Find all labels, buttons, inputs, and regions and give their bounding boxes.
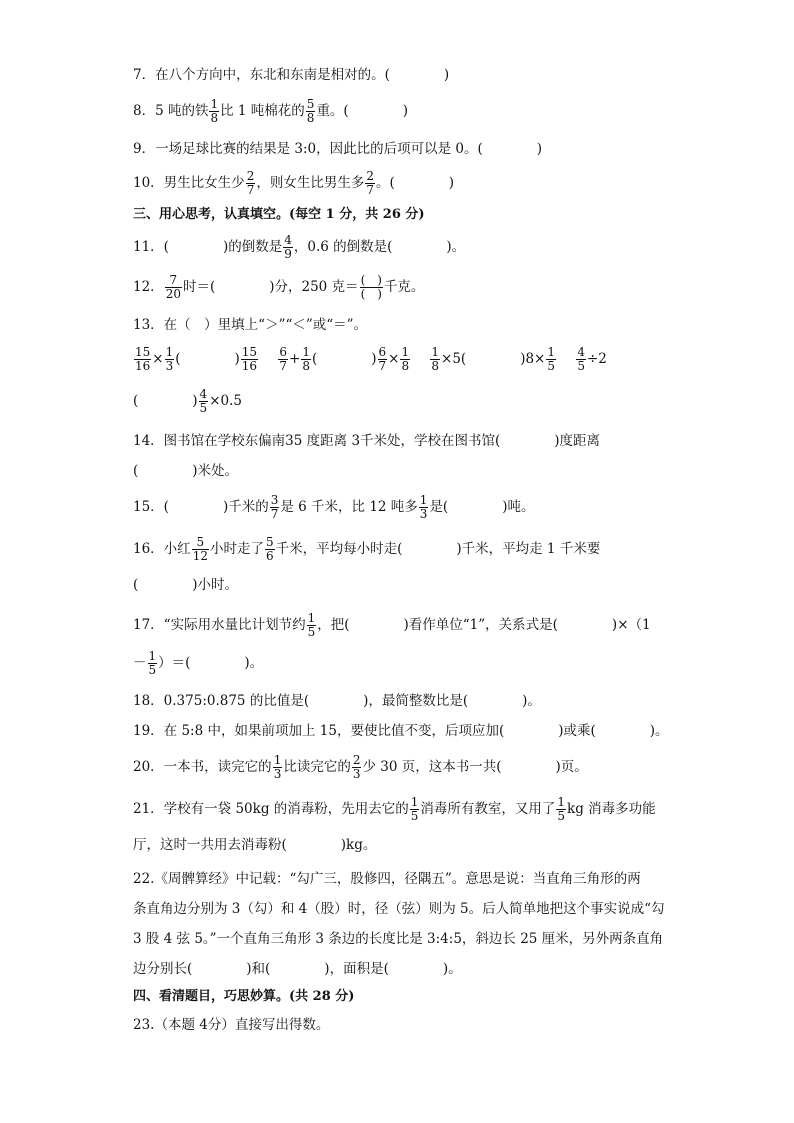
- question-20: 20．一本书，读完它的 $\frac{1}{3}$ 比读完它的 $\frac{2}{3}$ 少 30 页，这本书一共( )页。: [133, 753, 588, 781]
- question-16: 16．小红 $\frac{5}{12}$ 小时走了 $\frac{5}{6}$ 千米，平均每小时走( )千米，平均走 1 千米要: [133, 535, 601, 563]
- question-14-cont: ( )米处。: [133, 463, 239, 479]
- question-12: 12． $\frac{7}{20}$ 时＝( )分，250 克＝ $\frac{( )}{( )}$ 千克。: [133, 273, 425, 301]
- question-22-line-4: 边分别长( )和( )，面积是( )。: [133, 961, 462, 977]
- question-15: 15．( )千米的 $\frac{3}{7}$ 是 6 千米，比 12 吨多 $\frac{1}{3}$ 是( )吨。: [133, 493, 535, 521]
- question-23: 23.（本题 4分）直接写出得数。: [133, 1017, 330, 1033]
- section-3-heading: 三、用心思考，认真填空。(每空 1 分，共 26 分): [133, 207, 425, 222]
- question-18: 18．0.375:0.875 的比值是( )，最简整数比是( )。: [133, 693, 541, 709]
- question-8: 8．5 吨的铁 $\frac{1}{8}$ 比 1 吨棉花的 $\frac{5}{8}$ 重。( ): [133, 97, 408, 125]
- fraction: $\frac{2}{7}$: [366, 169, 374, 197]
- question-19: 19．在 5:8 中，如果前项加上 15，要使比值不变，后项应加( )或乘( )。: [133, 723, 669, 739]
- fraction: $\frac{5}{8}$: [306, 97, 315, 125]
- question-9: 9．一场足球比赛的结果是 3:0，因此比的后项可以是 0。( ): [133, 141, 543, 157]
- question-17: 17．“实际用水量比计划节约 $\frac{1}{5}$ ，把( )看作单位“1”，关系式是( )×（1: [133, 611, 651, 639]
- question-22-line-2: 条直角边分别为 3（勾）和 4（股）时，径（弦）则为 5。后人简单地把这个事实说成“勾: [133, 901, 665, 917]
- question-21: 21．学校有一袋 50kg 的消毒粉，先用去它的 $\frac{1}{5}$ 消毒所有教室，又用了 $\frac{1}{5}$ kg 消毒多功能: [133, 795, 656, 823]
- fraction: $\frac{4}{9}$: [284, 233, 292, 261]
- question-14: 14．图书馆在学校东偏南35 度距离 3千米处，学校在图书馆( )度距离: [133, 433, 601, 449]
- fraction: $\frac{7}{20}$: [165, 273, 181, 301]
- question-13-row-1: $\frac{15}{16}$ × $\frac{1}{3}$ ( ) $\frac{15}{16}$ $\frac{6}{7}$ + $\frac{1}{8}$ ( ) $\frac{6}{7}$ × $\frac{1}{8}$ $\frac{1}{8}$ ×5( )8× $\frac{1}{5}$ $\frac{4}{5}$ ÷2: [135, 345, 607, 373]
- fraction: $\frac{2}{7}$: [246, 169, 255, 197]
- question-13-row-2: ( ) $\frac{4}{5}$ ×0.5: [133, 387, 242, 415]
- question-22-line-1: 22.《周髀算经》中记载：“勾广三，股修四，径隅五”。意思是说：当直角三角形的两: [133, 871, 641, 887]
- question-7: 7．在八个方向中，东北和东南是相对的。( ): [133, 67, 450, 83]
- fraction: $\frac{1}{8}$: [210, 97, 219, 125]
- question-16-cont: ( )小时。: [133, 577, 239, 593]
- question-11: 11．( )的倒数是 $\frac{4}{9}$ ，0.6 的倒数是( )。: [133, 233, 466, 261]
- question-13: 13．在（ ）里填上“＞”“＜”或“＝”。: [133, 317, 368, 333]
- question-17-cont: － $\frac{1}{5}$ ）＝( )。: [133, 649, 264, 677]
- fraction-blank: $\frac{( )}{( )}$: [360, 273, 382, 301]
- question-22-line-3: 3 股 4 弦 5。”一个直角三角形 3 条边的长度比是 3:4:5，斜边长 25 厘米，另外两条直角: [133, 931, 664, 947]
- question-10: 10．男生比女生少 $\frac{2}{7}$ ，则女生比男生多 $\frac{2}{7}$ 。( ): [133, 169, 455, 197]
- section-4-heading: 四、看清题目，巧思妙算。(共 28 分): [133, 989, 355, 1004]
- question-21-cont: 厅，这时一共用去消毒粉( )kg。: [133, 837, 377, 853]
